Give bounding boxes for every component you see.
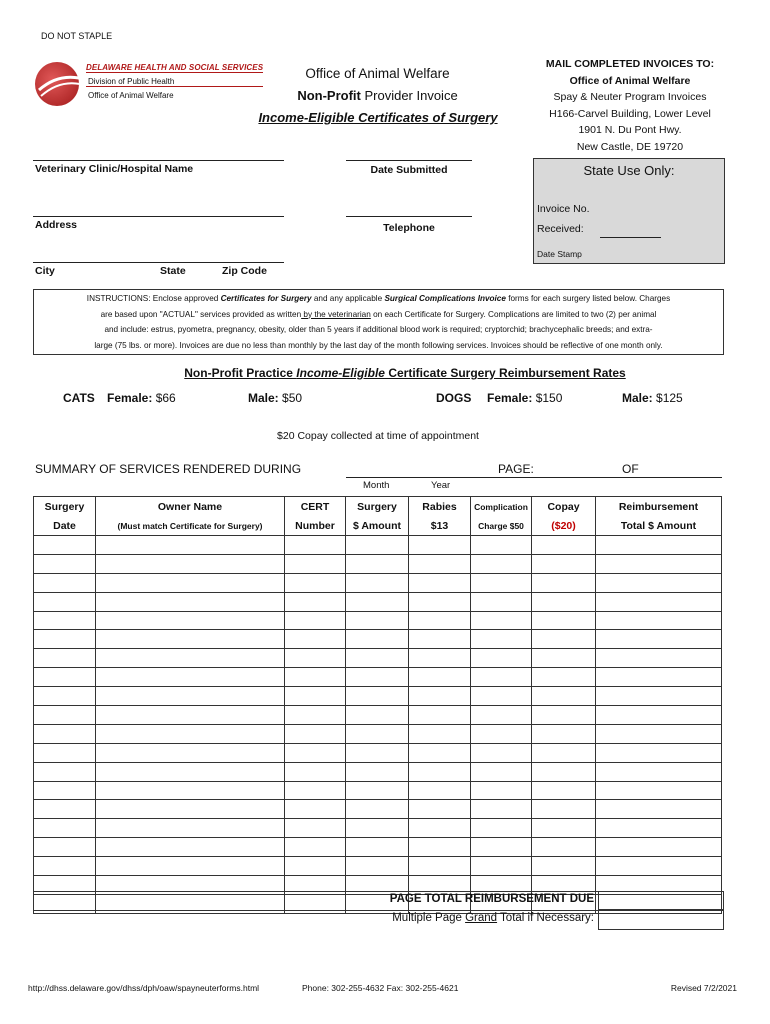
col-cert-header: CERT bbox=[285, 497, 346, 517]
entry-cell[interactable] bbox=[96, 800, 285, 819]
entry-cell[interactable] bbox=[409, 800, 471, 819]
entry-cell[interactable] bbox=[346, 781, 409, 800]
entry-cell[interactable] bbox=[346, 762, 409, 781]
entry-cell[interactable] bbox=[285, 592, 346, 611]
entry-cell[interactable] bbox=[471, 800, 532, 819]
entry-cell[interactable] bbox=[285, 630, 346, 649]
state-use-box bbox=[533, 158, 725, 264]
entry-cell[interactable] bbox=[471, 819, 532, 838]
entry-cell[interactable] bbox=[409, 554, 471, 573]
entry-cell[interactable] bbox=[34, 554, 96, 573]
logo-swoosh-icon bbox=[37, 70, 81, 98]
instructions-box: INSTRUCTIONS: Enclose approved Certificates for Surgery and any applicable Surgical Complications Invoice forms for each surgery listed below. Charges are based upon "ACTUAL" services provided as written by the veterinarian on each Certificate for Surgery. Complications are limited to two (2) per animal and include: estrus, pyometra, pregnancy, obesity, older than 5 years if additional blood work is required; cryptorchid; brachycephalic breeds; and extra- large (75 lbs. or more). Invoices are due no less than monthly by the last day of the month following services. Invoices should be reflective of one month only. bbox=[33, 289, 724, 355]
entry-cell[interactable] bbox=[34, 857, 96, 876]
entry-cell[interactable] bbox=[596, 536, 722, 555]
entry-cell[interactable] bbox=[346, 724, 409, 743]
entry-cell[interactable] bbox=[409, 819, 471, 838]
entry-cell[interactable] bbox=[532, 819, 596, 838]
entry-cell[interactable] bbox=[346, 706, 409, 725]
entry-cell[interactable] bbox=[596, 819, 722, 838]
page-total-label: PAGE TOTAL REIMBURSEMENT DUE bbox=[389, 893, 594, 905]
table-row bbox=[34, 611, 722, 630]
entry-cell[interactable] bbox=[471, 706, 532, 725]
entry-cell[interactable] bbox=[596, 743, 722, 762]
col-owner-subheader: (Must match Certificate for Surgery) bbox=[96, 516, 285, 536]
entry-cell[interactable] bbox=[34, 611, 96, 630]
entry-cell[interactable] bbox=[34, 762, 96, 781]
entry-cell[interactable] bbox=[596, 611, 722, 630]
invoice-no-label: Invoice No. bbox=[537, 203, 590, 215]
copay-note: $20 Copay collected at time of appointment bbox=[277, 430, 479, 442]
entry-cell[interactable] bbox=[471, 838, 532, 857]
entry-cell[interactable] bbox=[96, 668, 285, 687]
table-row bbox=[34, 573, 722, 592]
entry-cell[interactable] bbox=[285, 536, 346, 555]
entry-cell[interactable] bbox=[346, 838, 409, 857]
entry-cell[interactable] bbox=[409, 706, 471, 725]
of-label: OF bbox=[622, 462, 639, 476]
mail-address-block: MAIL COMPLETED INVOICES TO: Office of Animal Welfare Spay & Neuter Program Invoices H166-Carvel Building, Lower Level 1901 N. Du Pont Hwy. New Castle, DE 19720 bbox=[545, 58, 715, 153]
entry-cell[interactable] bbox=[409, 630, 471, 649]
col-surgery-amount-header: Surgery bbox=[346, 497, 409, 517]
entry-cell[interactable] bbox=[596, 706, 722, 725]
col-complication-header: Complication bbox=[471, 497, 532, 517]
entry-cell[interactable] bbox=[96, 611, 285, 630]
entry-cell[interactable] bbox=[96, 857, 285, 876]
entry-cell[interactable] bbox=[346, 857, 409, 876]
entry-cell[interactable] bbox=[596, 554, 722, 573]
entry-cell[interactable] bbox=[34, 687, 96, 706]
entry-cell[interactable] bbox=[409, 743, 471, 762]
title-office: Office of Animal Welfare bbox=[305, 66, 450, 81]
title-certificates: Income-Eligible Certificates of Surgery bbox=[258, 110, 498, 125]
col-surgery-header: Surgery bbox=[34, 497, 96, 517]
entry-cell[interactable] bbox=[346, 554, 409, 573]
entry-cell[interactable] bbox=[34, 838, 96, 857]
entry-cell[interactable] bbox=[532, 724, 596, 743]
col-rabies-header: Rabies bbox=[409, 497, 471, 517]
entry-cell[interactable] bbox=[596, 687, 722, 706]
year-label: Year bbox=[431, 480, 451, 491]
entry-cell[interactable] bbox=[285, 668, 346, 687]
col-charge-subheader: Charge $50 bbox=[471, 516, 532, 536]
cat-female-rate: Female: $66 bbox=[107, 391, 176, 405]
clinic-name-label: Veterinary Clinic/Hospital Name bbox=[35, 163, 194, 175]
footer-phone: Phone: 302-255-4632 Fax: 302-255-4621 bbox=[302, 983, 459, 993]
entry-cell[interactable] bbox=[346, 819, 409, 838]
entry-cell[interactable] bbox=[409, 536, 471, 555]
entry-cell[interactable] bbox=[409, 781, 471, 800]
table-row bbox=[34, 781, 722, 800]
entry-cell[interactable] bbox=[471, 573, 532, 592]
entry-cell[interactable] bbox=[596, 630, 722, 649]
dog-female-rate: Female: $150 bbox=[487, 391, 563, 405]
entry-cell[interactable] bbox=[96, 687, 285, 706]
entry-cell[interactable] bbox=[96, 781, 285, 800]
table-row bbox=[34, 649, 722, 668]
entry-cell[interactable] bbox=[532, 668, 596, 687]
entry-cell[interactable] bbox=[96, 762, 285, 781]
entry-cell[interactable] bbox=[471, 857, 532, 876]
entry-cell[interactable] bbox=[532, 536, 596, 555]
entry-cell[interactable] bbox=[285, 838, 346, 857]
table-row bbox=[34, 536, 722, 555]
table-row bbox=[34, 762, 722, 781]
table-row bbox=[34, 819, 722, 838]
entry-cell[interactable] bbox=[409, 668, 471, 687]
date-submitted-label: Date Submitted bbox=[370, 164, 448, 176]
entry-cell[interactable] bbox=[409, 724, 471, 743]
entry-cell[interactable] bbox=[596, 781, 722, 800]
entry-cell[interactable] bbox=[34, 819, 96, 838]
logo-division-text: Division of Public Health bbox=[88, 77, 175, 86]
entry-cell[interactable] bbox=[471, 743, 532, 762]
dog-rates: DOGS bbox=[436, 391, 472, 405]
col-amount-subheader: $ Amount bbox=[346, 516, 409, 536]
entry-cell[interactable] bbox=[96, 630, 285, 649]
entry-cell[interactable] bbox=[346, 649, 409, 668]
entry-cell[interactable] bbox=[285, 857, 346, 876]
cat-male-rate: Male: $50 bbox=[248, 391, 303, 405]
entry-cell[interactable] bbox=[285, 687, 346, 706]
entry-cell[interactable] bbox=[471, 781, 532, 800]
entry-cell[interactable] bbox=[471, 668, 532, 687]
telephone-label: Telephone bbox=[383, 222, 435, 234]
grand-total-field[interactable] bbox=[598, 909, 724, 930]
page-total-field[interactable] bbox=[598, 891, 723, 909]
entry-cell[interactable] bbox=[409, 687, 471, 706]
entry-cell[interactable] bbox=[532, 781, 596, 800]
entry-cell[interactable] bbox=[96, 649, 285, 668]
entry-cell[interactable] bbox=[346, 743, 409, 762]
table-row bbox=[34, 857, 722, 876]
entry-cell[interactable] bbox=[346, 687, 409, 706]
entry-cell[interactable] bbox=[285, 611, 346, 630]
entry-cell[interactable] bbox=[532, 800, 596, 819]
entry-cell[interactable] bbox=[409, 762, 471, 781]
entry-cell[interactable] bbox=[596, 762, 722, 781]
entry-cell[interactable] bbox=[34, 724, 96, 743]
table-header-row-1 bbox=[34, 497, 722, 517]
entry-cell[interactable] bbox=[285, 800, 346, 819]
entry-cell[interactable] bbox=[285, 819, 346, 838]
entry-cell[interactable] bbox=[471, 554, 532, 573]
entry-cell[interactable] bbox=[96, 554, 285, 573]
entry-cell[interactable] bbox=[346, 611, 409, 630]
entry-cell[interactable] bbox=[346, 536, 409, 555]
table-row bbox=[34, 554, 722, 573]
services-table bbox=[33, 496, 722, 914]
logo-office-text: Office of Animal Welfare bbox=[88, 91, 174, 100]
entry-cell[interactable] bbox=[34, 706, 96, 725]
entry-cell[interactable] bbox=[471, 536, 532, 555]
grand-total-label: Multiple Page Grand Total if Necessary: bbox=[392, 912, 594, 924]
date-stamp-label: Date Stamp bbox=[537, 249, 582, 259]
entry-cell[interactable] bbox=[285, 762, 346, 781]
entry-cell[interactable] bbox=[532, 649, 596, 668]
table-row bbox=[34, 668, 722, 687]
footer-revised: Revised 7/2/2021 bbox=[670, 983, 737, 993]
entry-cell[interactable] bbox=[532, 554, 596, 573]
entry-cell[interactable] bbox=[596, 592, 722, 611]
entry-cell[interactable] bbox=[471, 724, 532, 743]
entry-cell[interactable] bbox=[96, 819, 285, 838]
logo-agency-text: DELAWARE HEALTH AND SOCIAL SERVICES bbox=[86, 63, 264, 72]
table-row bbox=[34, 687, 722, 706]
entry-cell[interactable] bbox=[285, 724, 346, 743]
entry-cell[interactable] bbox=[532, 743, 596, 762]
table-row bbox=[34, 592, 722, 611]
address-label: Address bbox=[35, 219, 78, 231]
col-reimbursement-header: Reimbursement bbox=[596, 497, 722, 517]
entry-cell[interactable] bbox=[34, 668, 96, 687]
col-copay-subheader: ($20) bbox=[532, 516, 596, 536]
entry-cell[interactable] bbox=[409, 649, 471, 668]
city-label: City bbox=[35, 265, 55, 277]
rates-title: Non-Profit Practice Income-Eligible Certificate Surgery Reimbursement Rates bbox=[184, 366, 626, 380]
entry-cell[interactable] bbox=[532, 611, 596, 630]
table-row bbox=[34, 706, 722, 725]
entry-cell[interactable] bbox=[596, 668, 722, 687]
entry-cell[interactable] bbox=[285, 781, 346, 800]
entry-cell[interactable] bbox=[346, 630, 409, 649]
state-label: State bbox=[160, 265, 186, 277]
table-row bbox=[34, 724, 722, 743]
page-label: PAGE: bbox=[498, 462, 534, 476]
entry-cell[interactable] bbox=[596, 724, 722, 743]
entry-cell[interactable] bbox=[532, 573, 596, 592]
entry-cell[interactable] bbox=[285, 649, 346, 668]
summary-label: SUMMARY OF SERVICES RENDERED DURING bbox=[35, 462, 302, 476]
entry-cell[interactable] bbox=[34, 781, 96, 800]
entry-cell[interactable] bbox=[346, 573, 409, 592]
entry-cell[interactable] bbox=[285, 706, 346, 725]
col-number-subheader: Number bbox=[285, 516, 346, 536]
entry-cell[interactable] bbox=[409, 573, 471, 592]
table-row bbox=[34, 743, 722, 762]
entry-cell[interactable] bbox=[596, 573, 722, 592]
entry-cell[interactable] bbox=[471, 592, 532, 611]
entry-cell[interactable] bbox=[34, 630, 96, 649]
entry-cell[interactable] bbox=[34, 743, 96, 762]
entry-cell[interactable] bbox=[96, 706, 285, 725]
entry-cell[interactable] bbox=[471, 630, 532, 649]
entry-cell[interactable] bbox=[532, 838, 596, 857]
col-copay-header: Copay bbox=[532, 497, 596, 517]
col-date-subheader: Date bbox=[34, 516, 96, 536]
col-rabies-subheader: $13 bbox=[409, 516, 471, 536]
entry-cell[interactable] bbox=[96, 592, 285, 611]
entry-cell[interactable] bbox=[96, 724, 285, 743]
entry-cell[interactable] bbox=[532, 630, 596, 649]
table-header-row-2 bbox=[34, 516, 722, 536]
entry-cell[interactable] bbox=[471, 649, 532, 668]
entry-cell[interactable] bbox=[34, 649, 96, 668]
table-row bbox=[34, 630, 722, 649]
entry-cell[interactable] bbox=[532, 857, 596, 876]
col-owner-header: Owner Name bbox=[96, 497, 285, 517]
entry-cell[interactable] bbox=[532, 592, 596, 611]
state-use-title: State Use Only: bbox=[583, 163, 675, 178]
entry-cell[interactable] bbox=[532, 762, 596, 781]
entry-cell[interactable] bbox=[471, 611, 532, 630]
entry-cell[interactable] bbox=[34, 800, 96, 819]
month-label: Month bbox=[363, 480, 390, 491]
zip-label: Zip Code bbox=[222, 265, 267, 277]
entry-cell[interactable] bbox=[471, 687, 532, 706]
entry-cell[interactable] bbox=[346, 800, 409, 819]
entry-cell[interactable] bbox=[346, 668, 409, 687]
entry-cell[interactable] bbox=[596, 857, 722, 876]
entry-cell[interactable] bbox=[596, 838, 722, 857]
entry-cell[interactable] bbox=[409, 857, 471, 876]
entry-cell[interactable] bbox=[285, 573, 346, 592]
entry-cell[interactable] bbox=[285, 743, 346, 762]
entry-cell[interactable] bbox=[409, 611, 471, 630]
entry-cell[interactable] bbox=[96, 838, 285, 857]
entry-cell[interactable] bbox=[96, 536, 285, 555]
entry-cell[interactable] bbox=[96, 573, 285, 592]
entry-cell[interactable] bbox=[285, 554, 346, 573]
cat-rates: CATS bbox=[63, 391, 95, 405]
entry-cell[interactable] bbox=[34, 573, 96, 592]
entry-cell[interactable] bbox=[34, 536, 96, 555]
entry-cell[interactable] bbox=[471, 762, 532, 781]
entry-cell[interactable] bbox=[96, 743, 285, 762]
entry-cell[interactable] bbox=[409, 838, 471, 857]
entry-cell[interactable] bbox=[532, 687, 596, 706]
received-label: Received: bbox=[537, 223, 584, 235]
entry-cell[interactable] bbox=[346, 592, 409, 611]
entry-cell[interactable] bbox=[532, 706, 596, 725]
entry-cell[interactable] bbox=[596, 800, 722, 819]
title-invoice: Non-Profit Provider Invoice bbox=[297, 88, 458, 103]
entry-cell[interactable] bbox=[409, 592, 471, 611]
do-not-staple-note: DO NOT STAPLE bbox=[41, 31, 113, 41]
table-row bbox=[34, 800, 722, 819]
table-row bbox=[34, 838, 722, 857]
footer-url[interactable]: http://dhss.delaware.gov/dhss/dph/oaw/spayneuterforms.html bbox=[28, 983, 260, 993]
dog-male-rate: Male: $125 bbox=[622, 391, 683, 405]
entry-cell[interactable] bbox=[596, 649, 722, 668]
col-total-subheader: Total $ Amount bbox=[596, 516, 722, 536]
entry-cell[interactable] bbox=[34, 592, 96, 611]
